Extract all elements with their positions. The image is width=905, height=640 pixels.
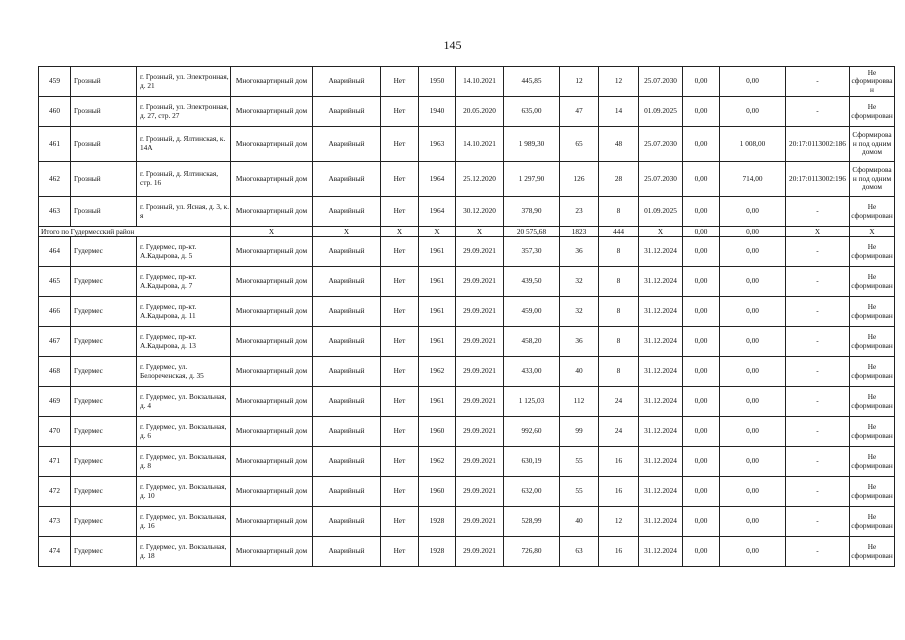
cell-area: 439,50 <box>504 267 560 297</box>
cell-c2: 28 <box>599 162 639 197</box>
cell-condition: Аварийный <box>313 97 381 127</box>
subtotal-cell-flag: X <box>381 227 419 237</box>
cell-c2: 12 <box>599 67 639 97</box>
cell-status: Не сформирован <box>850 477 895 507</box>
cell-year: 1961 <box>419 387 456 417</box>
cell-city: Гудермес <box>71 417 137 447</box>
cell-no: 462 <box>39 162 71 197</box>
cell-condition: Аварийный <box>313 327 381 357</box>
cell-deadline: 31.12.2024 <box>639 417 683 447</box>
cell-area: 632,00 <box>504 477 560 507</box>
cell-type: Многоквартирный дом <box>231 197 313 227</box>
subtotal-row <box>39 227 895 237</box>
cell-flag: Нет <box>381 162 419 197</box>
cell-v1: 0,00 <box>683 537 720 567</box>
cell-deadline: 31.12.2024 <box>639 387 683 417</box>
cell-status: Не сформировван <box>850 67 895 97</box>
subtotal-cell-v2: 0,00 <box>720 227 786 237</box>
cell-c1: 47 <box>560 97 599 127</box>
cell-address: г. Грозный, д. Ялтинская, стр. 16 <box>137 162 231 197</box>
cell-v1: 0,00 <box>683 97 720 127</box>
cell-condition: Аварийный <box>313 237 381 267</box>
cell-c2: 8 <box>599 267 639 297</box>
cell-condition: Аварийный <box>313 162 381 197</box>
cell-condition: Аварийный <box>313 67 381 97</box>
cell-type: Многоквартирный дом <box>231 477 313 507</box>
housing-registry-table <box>38 66 895 567</box>
cell-flag: Нет <box>381 507 419 537</box>
cell-v1: 0,00 <box>683 327 720 357</box>
cell-cad: - <box>786 417 850 447</box>
cell-condition: Аварийный <box>313 387 381 417</box>
cell-address: г. Гудермес, ул. Вокзальная, д. 10 <box>137 477 231 507</box>
cell-date: 29.09.2021 <box>456 357 504 387</box>
cell-status: Не сформирован <box>850 447 895 477</box>
cell-no: 473 <box>39 507 71 537</box>
cell-c1: 23 <box>560 197 599 227</box>
cell-v1: 0,00 <box>683 507 720 537</box>
cell-type: Многоквартирный дом <box>231 97 313 127</box>
cell-no: 468 <box>39 357 71 387</box>
cell-status: Не сформирован <box>850 357 895 387</box>
cell-v2: 0,00 <box>720 507 786 537</box>
cell-no: 459 <box>39 67 71 97</box>
cell-c2: 8 <box>599 297 639 327</box>
cell-date: 20.05.2020 <box>456 97 504 127</box>
subtotal-cell-type: X <box>231 227 313 237</box>
cell-status: Сформирован под одним домом <box>850 127 895 162</box>
subtotal-label: Итого по Гудермесский район <box>39 227 231 237</box>
cell-c1: 65 <box>560 127 599 162</box>
cell-date: 29.09.2021 <box>456 297 504 327</box>
registry-body <box>39 67 895 567</box>
cell-year: 1961 <box>419 327 456 357</box>
cell-v1: 0,00 <box>683 237 720 267</box>
cell-cad: - <box>786 237 850 267</box>
cell-date: 29.09.2021 <box>456 267 504 297</box>
cell-type: Многоквартирный дом <box>231 267 313 297</box>
cell-city: Грозный <box>71 67 137 97</box>
cell-area: 726,80 <box>504 537 560 567</box>
cell-city: Гудермес <box>71 327 137 357</box>
cell-no: 461 <box>39 127 71 162</box>
cell-flag: Нет <box>381 267 419 297</box>
cell-status: Не сформирован <box>850 387 895 417</box>
table-row <box>39 537 895 567</box>
cell-city: Гудермес <box>71 447 137 477</box>
cell-date: 30.12.2020 <box>456 197 504 227</box>
cell-c1: 40 <box>560 507 599 537</box>
cell-c2: 16 <box>599 477 639 507</box>
subtotal-cell-status: X <box>850 227 895 237</box>
cell-flag: Нет <box>381 67 419 97</box>
cell-type: Многоквартирный дом <box>231 67 313 97</box>
cell-type: Многоквартирный дом <box>231 162 313 197</box>
cell-status: Не сформирован <box>850 417 895 447</box>
cell-no: 466 <box>39 297 71 327</box>
cell-deadline: 31.12.2024 <box>639 537 683 567</box>
cell-area: 1 125,03 <box>504 387 560 417</box>
cell-c1: 63 <box>560 537 599 567</box>
cell-c1: 12 <box>560 67 599 97</box>
cell-address: г. Гудермес, пр-кт. А.Кадырова, д. 5 <box>137 237 231 267</box>
cell-v1: 0,00 <box>683 477 720 507</box>
table-row <box>39 67 895 97</box>
cell-status: Не сформирован <box>850 267 895 297</box>
cell-city: Гудермес <box>71 477 137 507</box>
subtotal-cell-cad: X <box>786 227 850 237</box>
cell-flag: Нет <box>381 97 419 127</box>
table-row <box>39 477 895 507</box>
cell-c2: 16 <box>599 447 639 477</box>
cell-address: г. Грозный, ул. Электронная, д. 21 <box>137 67 231 97</box>
cell-address: г. Гудермес, ул. Вокзальная, д. 8 <box>137 447 231 477</box>
cell-flag: Нет <box>381 537 419 567</box>
cell-area: 1 989,30 <box>504 127 560 162</box>
cell-status: Не сформирован <box>850 507 895 537</box>
cell-date: 29.09.2021 <box>456 447 504 477</box>
cell-date: 25.12.2020 <box>456 162 504 197</box>
cell-date: 29.09.2021 <box>456 477 504 507</box>
cell-c1: 32 <box>560 297 599 327</box>
cell-cad: - <box>786 267 850 297</box>
cell-deadline: 31.12.2024 <box>639 327 683 357</box>
cell-deadline: 25.07.2030 <box>639 127 683 162</box>
cell-v2: 0,00 <box>720 97 786 127</box>
cell-v2: 0,00 <box>720 67 786 97</box>
cell-address: г. Гудермес, ул. Белореченская, д. 35 <box>137 357 231 387</box>
subtotal-cell-area: 20 575,68 <box>504 227 560 237</box>
cell-no: 463 <box>39 197 71 227</box>
cell-city: Грозный <box>71 97 137 127</box>
subtotal-cell-year: X <box>419 227 456 237</box>
cell-v1: 0,00 <box>683 447 720 477</box>
table-row <box>39 297 895 327</box>
cell-c1: 112 <box>560 387 599 417</box>
cell-c2: 8 <box>599 237 639 267</box>
cell-type: Многоквартирный дом <box>231 447 313 477</box>
cell-v2: 0,00 <box>720 477 786 507</box>
page-number: 145 <box>443 38 462 52</box>
cell-flag: Нет <box>381 387 419 417</box>
cell-city: Гудермес <box>71 537 137 567</box>
cell-address: г. Гудермес, ул. Вокзальная, д. 16 <box>137 507 231 537</box>
cell-deadline: 31.12.2024 <box>639 447 683 477</box>
cell-c1: 36 <box>560 237 599 267</box>
table-row <box>39 507 895 537</box>
cell-year: 1928 <box>419 507 456 537</box>
cell-condition: Аварийный <box>313 447 381 477</box>
cell-area: 630,19 <box>504 447 560 477</box>
cell-address: г. Гудермес, пр-кт. А.Кадырова, д. 13 <box>137 327 231 357</box>
cell-address: г. Гудермес, пр-кт. А.Кадырова, д. 7 <box>137 267 231 297</box>
cell-type: Многоквартирный дом <box>231 237 313 267</box>
cell-area: 357,30 <box>504 237 560 267</box>
cell-year: 1962 <box>419 357 456 387</box>
cell-flag: Нет <box>381 197 419 227</box>
cell-type: Многоквартирный дом <box>231 297 313 327</box>
table-row <box>39 127 895 162</box>
cell-city: Грозный <box>71 162 137 197</box>
cell-c2: 8 <box>599 197 639 227</box>
cell-no: 472 <box>39 477 71 507</box>
cell-city: Гудермес <box>71 507 137 537</box>
cell-no: 464 <box>39 237 71 267</box>
cell-city: Грозный <box>71 197 137 227</box>
cell-city: Гудермес <box>71 267 137 297</box>
cell-v2: 0,00 <box>720 417 786 447</box>
cell-status: Не сформирован <box>850 327 895 357</box>
cell-year: 1940 <box>419 97 456 127</box>
cell-no: 470 <box>39 417 71 447</box>
cell-year: 1928 <box>419 537 456 567</box>
cell-v1: 0,00 <box>683 197 720 227</box>
cell-cad: - <box>786 537 850 567</box>
cell-v2: 0,00 <box>720 237 786 267</box>
cell-cad: 20:17:0113002:186 <box>786 127 850 162</box>
cell-flag: Нет <box>381 417 419 447</box>
cell-c1: 32 <box>560 267 599 297</box>
cell-condition: Аварийный <box>313 417 381 447</box>
cell-v1: 0,00 <box>683 127 720 162</box>
cell-year: 1962 <box>419 447 456 477</box>
cell-deadline: 01.09.2025 <box>639 197 683 227</box>
cell-v1: 0,00 <box>683 162 720 197</box>
cell-flag: Нет <box>381 357 419 387</box>
table-row <box>39 97 895 127</box>
subtotal-cell-c1: 1823 <box>560 227 599 237</box>
table-row <box>39 197 895 227</box>
cell-v2: 1 008,00 <box>720 127 786 162</box>
cell-deadline: 31.12.2024 <box>639 267 683 297</box>
cell-deadline: 01.09.2025 <box>639 97 683 127</box>
cell-c1: 126 <box>560 162 599 197</box>
cell-year: 1961 <box>419 237 456 267</box>
cell-area: 1 297,90 <box>504 162 560 197</box>
table-row <box>39 447 895 477</box>
cell-address: г. Гудермес, ул. Вокзальная, д. 6 <box>137 417 231 447</box>
cell-area: 528,99 <box>504 507 560 537</box>
cell-status: Не сформирован <box>850 197 895 227</box>
cell-date: 29.09.2021 <box>456 507 504 537</box>
cell-v2: 0,00 <box>720 297 786 327</box>
cell-date: 29.09.2021 <box>456 387 504 417</box>
cell-condition: Аварийный <box>313 267 381 297</box>
cell-v1: 0,00 <box>683 67 720 97</box>
cell-area: 458,20 <box>504 327 560 357</box>
cell-type: Многоквартирный дом <box>231 357 313 387</box>
cell-flag: Нет <box>381 327 419 357</box>
cell-date: 29.09.2021 <box>456 417 504 447</box>
cell-flag: Нет <box>381 477 419 507</box>
cell-v2: 0,00 <box>720 197 786 227</box>
table-row <box>39 327 895 357</box>
cell-deadline: 25.07.2030 <box>639 162 683 197</box>
subtotal-cell-deadline: X <box>639 227 683 237</box>
cell-c2: 24 <box>599 387 639 417</box>
table-row <box>39 162 895 197</box>
cell-cad: - <box>786 297 850 327</box>
cell-no: 474 <box>39 537 71 567</box>
cell-c2: 16 <box>599 537 639 567</box>
cell-cad: - <box>786 507 850 537</box>
cell-type: Многоквартирный дом <box>231 537 313 567</box>
cell-condition: Аварийный <box>313 537 381 567</box>
table-row <box>39 357 895 387</box>
cell-cad: - <box>786 387 850 417</box>
cell-v2: 0,00 <box>720 387 786 417</box>
cell-date: 14.10.2021 <box>456 127 504 162</box>
cell-flag: Нет <box>381 297 419 327</box>
subtotal-cell-v1: 0,00 <box>683 227 720 237</box>
cell-address: г. Грозный, д. Ялтинская, к. 14А <box>137 127 231 162</box>
cell-cad: - <box>786 197 850 227</box>
cell-year: 1964 <box>419 162 456 197</box>
cell-type: Многоквартирный дом <box>231 507 313 537</box>
cell-address: г. Гудермес, ул. Вокзальная, д. 18 <box>137 537 231 567</box>
cell-cad: - <box>786 327 850 357</box>
cell-cad: - <box>786 357 850 387</box>
cell-condition: Аварийный <box>313 127 381 162</box>
cell-cad: - <box>786 447 850 477</box>
cell-c1: 40 <box>560 357 599 387</box>
cell-v2: 0,00 <box>720 447 786 477</box>
cell-no: 469 <box>39 387 71 417</box>
cell-c2: 12 <box>599 507 639 537</box>
cell-year: 1961 <box>419 267 456 297</box>
table-row <box>39 267 895 297</box>
cell-status: Не сформирован <box>850 237 895 267</box>
cell-c2: 14 <box>599 97 639 127</box>
cell-date: 29.09.2021 <box>456 237 504 267</box>
cell-condition: Аварийный <box>313 477 381 507</box>
cell-v2: 0,00 <box>720 537 786 567</box>
table-row <box>39 387 895 417</box>
cell-no: 465 <box>39 267 71 297</box>
cell-no: 471 <box>39 447 71 477</box>
cell-status: Не сформирован <box>850 297 895 327</box>
cell-area: 445,85 <box>504 67 560 97</box>
cell-flag: Нет <box>381 237 419 267</box>
cell-city: Грозный <box>71 127 137 162</box>
cell-c1: 99 <box>560 417 599 447</box>
cell-flag: Нет <box>381 447 419 477</box>
cell-deadline: 31.12.2024 <box>639 297 683 327</box>
cell-type: Многоквартирный дом <box>231 327 313 357</box>
cell-address: г. Грозный, ул. Ясная, д. 3, к. я <box>137 197 231 227</box>
cell-cad: - <box>786 97 850 127</box>
cell-year: 1950 <box>419 67 456 97</box>
cell-status: Сформирован под одним домом <box>850 162 895 197</box>
cell-v2: 0,00 <box>720 357 786 387</box>
subtotal-cell-c2: 444 <box>599 227 639 237</box>
cell-type: Многоквартирный дом <box>231 387 313 417</box>
cell-date: 14.10.2021 <box>456 67 504 97</box>
cell-v1: 0,00 <box>683 387 720 417</box>
cell-address: г. Гудермес, ул. Вокзальная, д. 4 <box>137 387 231 417</box>
cell-year: 1963 <box>419 127 456 162</box>
cell-v1: 0,00 <box>683 417 720 447</box>
cell-no: 467 <box>39 327 71 357</box>
cell-condition: Аварийный <box>313 507 381 537</box>
cell-city: Гудермес <box>71 387 137 417</box>
subtotal-cell-condition: X <box>313 227 381 237</box>
cell-year: 1960 <box>419 477 456 507</box>
cell-area: 635,00 <box>504 97 560 127</box>
cell-c2: 8 <box>599 327 639 357</box>
cell-condition: Аварийный <box>313 197 381 227</box>
cell-cad: - <box>786 477 850 507</box>
cell-area: 459,00 <box>504 297 560 327</box>
cell-area: 433,00 <box>504 357 560 387</box>
cell-date: 29.09.2021 <box>456 327 504 357</box>
table-row <box>39 237 895 267</box>
cell-condition: Аварийный <box>313 297 381 327</box>
cell-deadline: 31.12.2024 <box>639 237 683 267</box>
cell-v2: 0,00 <box>720 267 786 297</box>
cell-c1: 55 <box>560 447 599 477</box>
table-row <box>39 417 895 447</box>
cell-v1: 0,00 <box>683 297 720 327</box>
cell-city: Гудермес <box>71 237 137 267</box>
cell-address: г. Гудермес, пр-кт. А.Кадырова, д. 11 <box>137 297 231 327</box>
cell-deadline: 25.07.2030 <box>639 67 683 97</box>
cell-c2: 24 <box>599 417 639 447</box>
cell-v1: 0,00 <box>683 357 720 387</box>
subtotal-cell-date: X <box>456 227 504 237</box>
cell-area: 992,60 <box>504 417 560 447</box>
cell-area: 378,90 <box>504 197 560 227</box>
cell-city: Гудермес <box>71 297 137 327</box>
cell-year: 1960 <box>419 417 456 447</box>
cell-year: 1961 <box>419 297 456 327</box>
cell-address: г. Грозный, ул. Электронная, д. 27, стр. 27 <box>137 97 231 127</box>
cell-deadline: 31.12.2024 <box>639 357 683 387</box>
cell-deadline: 31.12.2024 <box>639 477 683 507</box>
cell-type: Многоквартирный дом <box>231 127 313 162</box>
cell-c2: 48 <box>599 127 639 162</box>
cell-c2: 8 <box>599 357 639 387</box>
cell-city: Гудермес <box>71 357 137 387</box>
cell-condition: Аварийный <box>313 357 381 387</box>
cell-year: 1964 <box>419 197 456 227</box>
cell-c1: 55 <box>560 477 599 507</box>
cell-flag: Нет <box>381 127 419 162</box>
cell-date: 29.09.2021 <box>456 537 504 567</box>
cell-no: 460 <box>39 97 71 127</box>
cell-status: Не сформирован <box>850 537 895 567</box>
cell-status: Не сформирован <box>850 97 895 127</box>
cell-v2: 0,00 <box>720 327 786 357</box>
cell-cad: - <box>786 67 850 97</box>
cell-deadline: 31.12.2024 <box>639 507 683 537</box>
cell-type: Многоквартирный дом <box>231 417 313 447</box>
cell-v1: 0,00 <box>683 267 720 297</box>
cell-cad: 20:17:0113002:196 <box>786 162 850 197</box>
cell-c1: 36 <box>560 327 599 357</box>
cell-v2: 714,00 <box>720 162 786 197</box>
